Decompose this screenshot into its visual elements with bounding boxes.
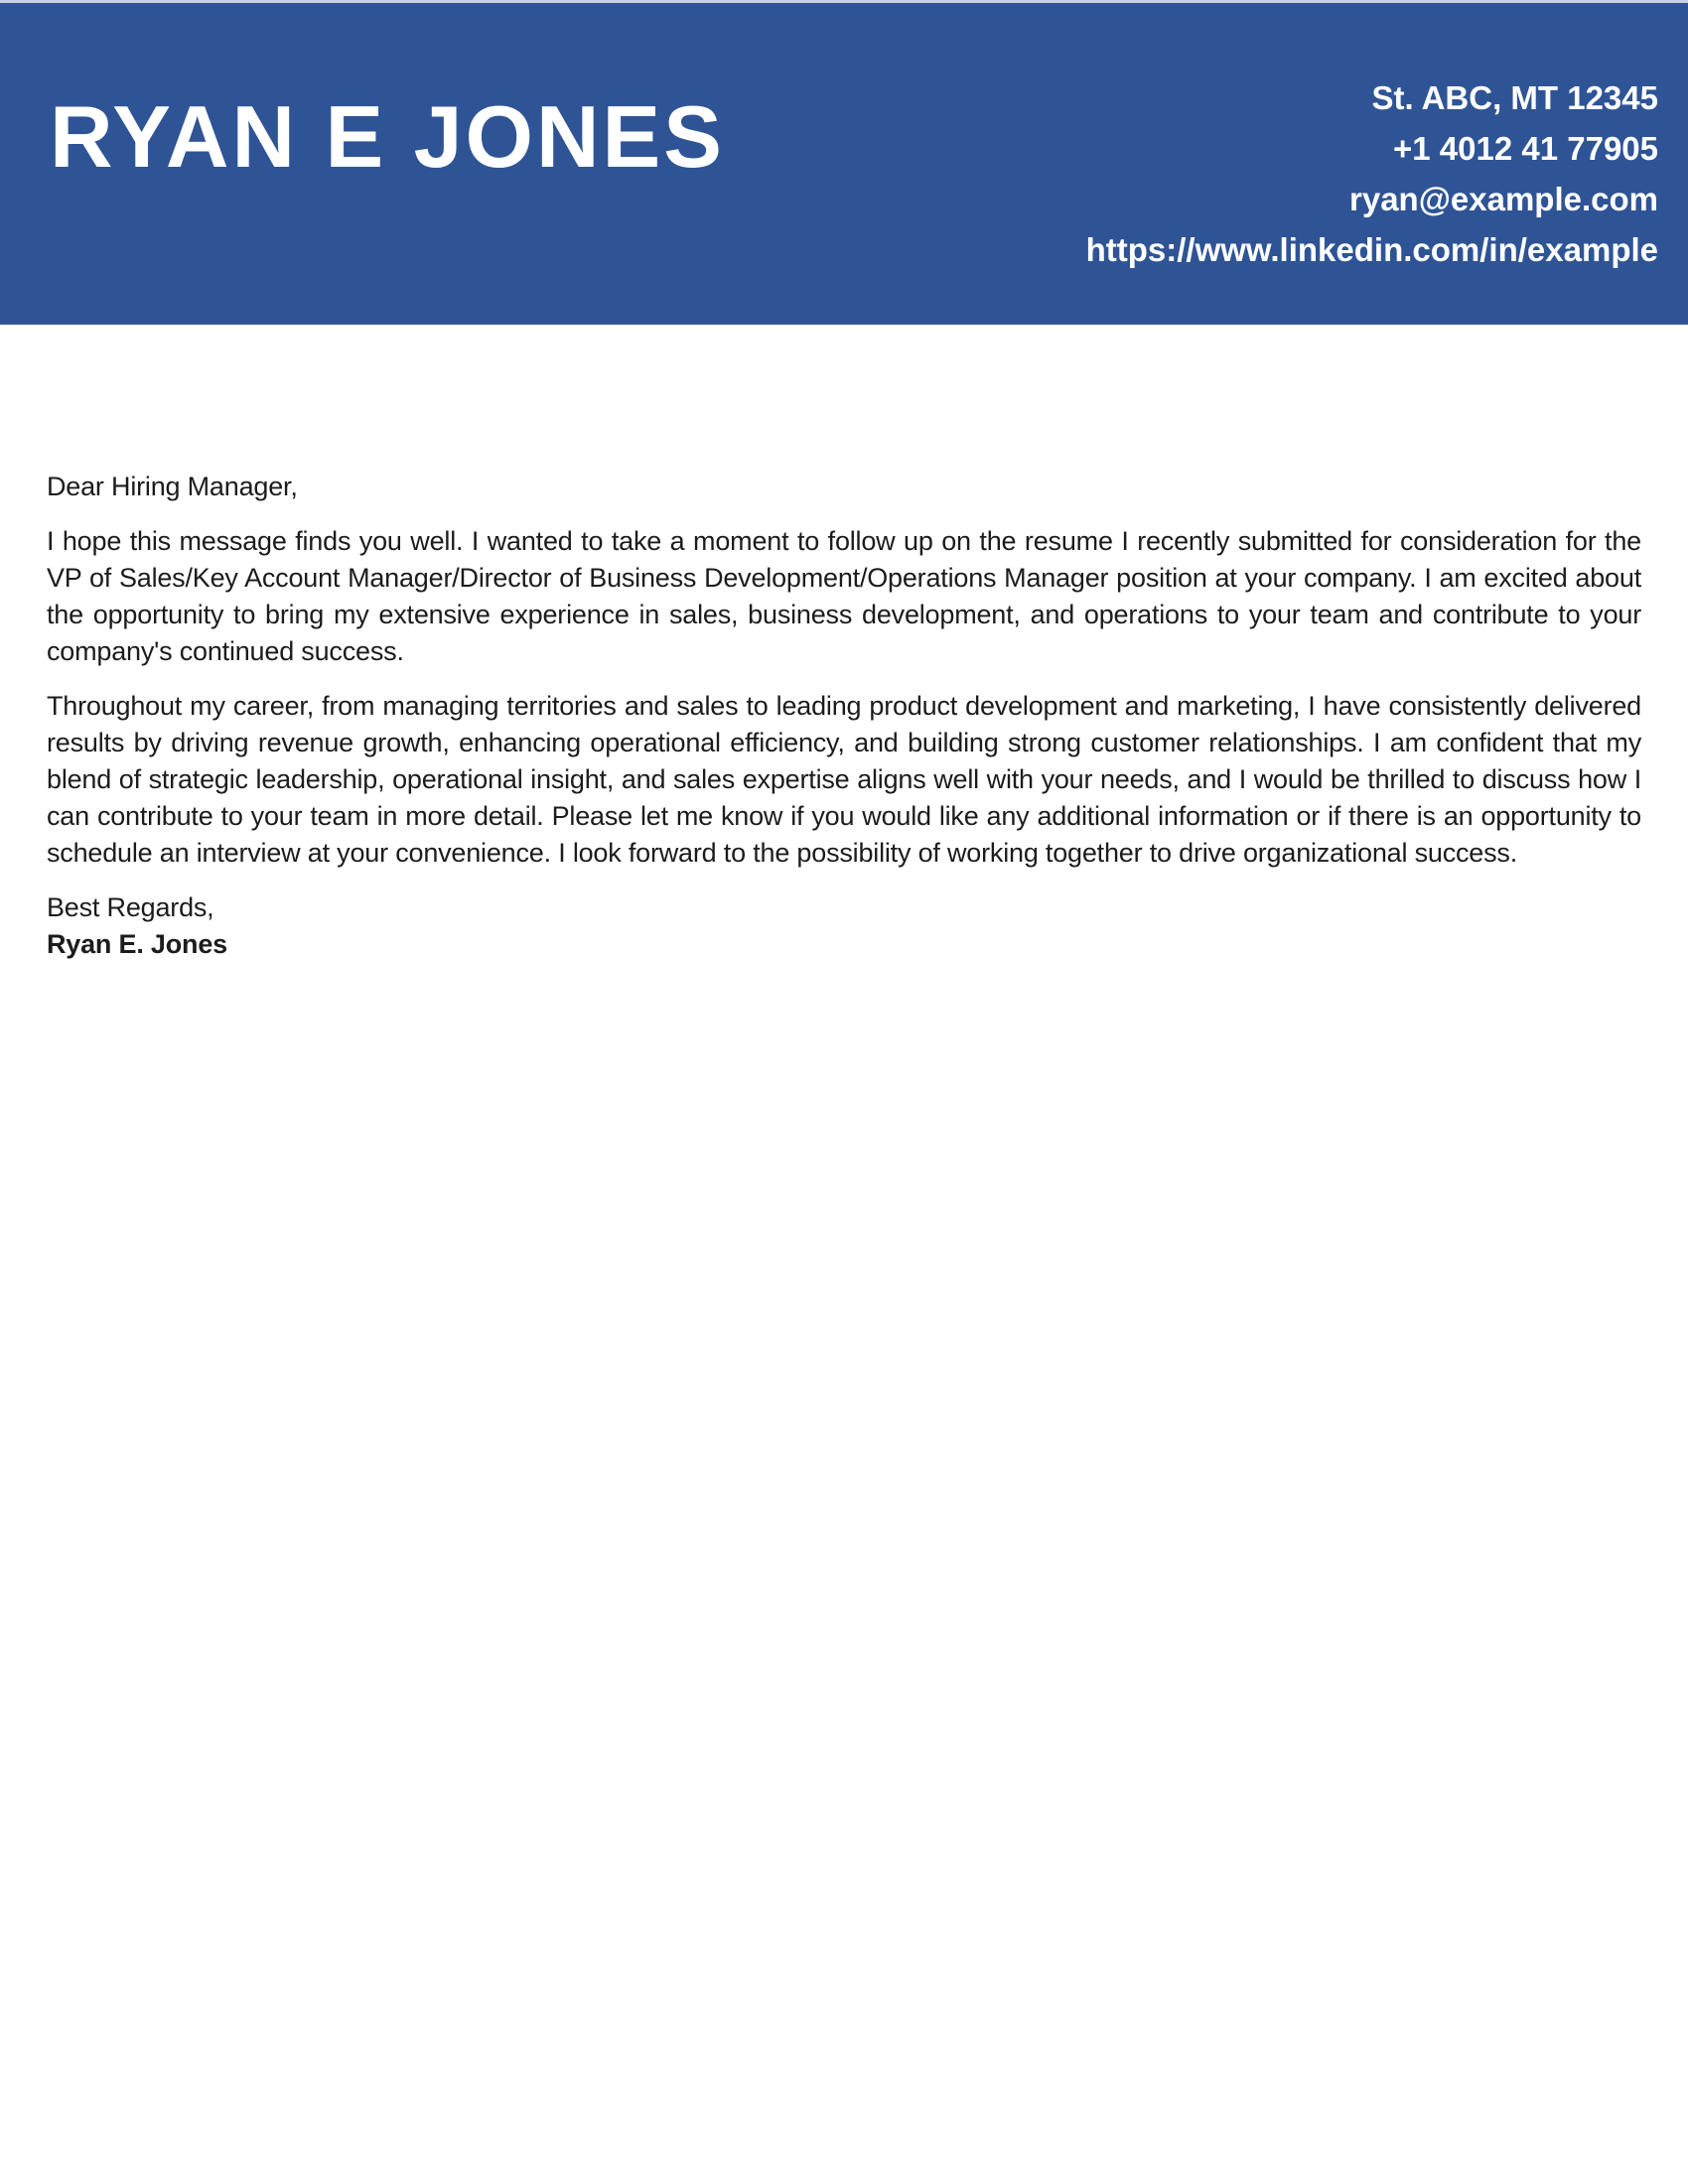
candidate-name: RYAN E JONES (50, 87, 725, 186)
contact-linkedin: https://www.linkedin.com/in/example (1085, 231, 1658, 268)
contact-address: St. ABC, MT 12345 (1371, 79, 1658, 116)
signature-name: Ryan E. Jones (47, 929, 227, 959)
contact-email: ryan@example.com (1349, 181, 1658, 217)
letterhead (0, 3, 1688, 325)
closing-phrase: Best Regards, (47, 892, 214, 922)
contact-phone: +1 4012 41 77905 (1392, 130, 1658, 167)
closing-block (47, 889, 1641, 963)
contact-block (1086, 72, 1658, 275)
letter-paragraph-1: I hope this message finds you well. I wanted to take a moment to follow up on the resume I recently submitted for consideration for the VP of Sales/Key Account Manager/Director of Business Development/Operations Manager position at your company. I am excited about the opportunity to bring my extensive experience in sales, business development, and operations to your team and contribute to your company's continued success. (47, 526, 1641, 666)
letter-paragraph-2: Throughout my career, from managing territories and sales to leading product development and marketing, I have consistently delivered results by driving revenue growth, enhancing operational efficiency, and building strong customer relationships. I am confident that my blend of strategic leadership, operational insight, and sales expertise aligns well with your needs, and I would be thrilled to discuss how I can contribute to your team in more detail. Please let me know if you would like any additional information or if there is an opportunity to schedule an interview at your convenience. I look forward to the possibility of working together to drive organizational success. (47, 691, 1641, 868)
letter-body (47, 469, 1641, 981)
salutation: Dear Hiring Manager, (47, 472, 298, 501)
